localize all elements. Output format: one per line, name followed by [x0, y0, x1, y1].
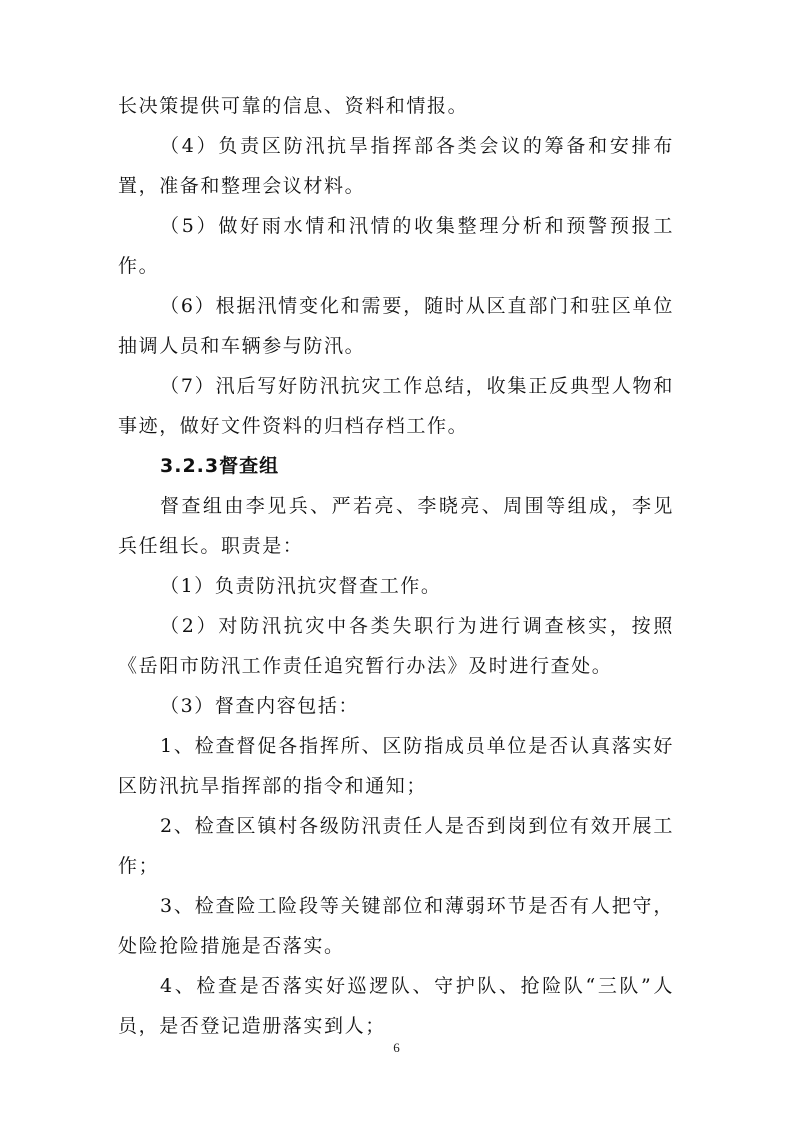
paragraph-11: 1、检查督促各指挥所、区防指成员单位是否认真落实好区防汛抗旱指挥部的指令和通知；	[118, 735, 674, 797]
section-heading: 3.2.3督查组	[160, 455, 280, 477]
paragraph-14: 4、检查是否落实好巡逻队、守护队、抢险队“三队”人员，是否登记造册落实到人；	[118, 975, 674, 1037]
paragraph-10: （3）督查内容包括：	[160, 695, 360, 717]
paragraph-5: （7）汛后写好防汛抗灾工作总结，收集正反典型人物和事迹，做好文件资料的归档存档工作。	[118, 375, 674, 437]
document-body	[118, 86, 674, 1046]
paragraph-4: （6）根据汛情变化和需要，随时从区直部门和驻区单位抽调人员和车辆参与防汛。	[118, 295, 674, 357]
page-number: 6	[393, 1040, 400, 1055]
paragraph-2: （4）负责区防汛抗旱指挥部各类会议的筹备和安排布置，准备和整理会议材料。	[118, 135, 674, 197]
paragraph-13: 3、检查险工险段等关键部位和薄弱环节是否有人把守，处险抢险措施是否落实。	[118, 895, 674, 957]
paragraph-3: （5）做好雨水情和汛情的收集整理分析和预警预报工作。	[118, 215, 674, 277]
paragraph-8: （1）负责防汛抗灾督查工作。	[160, 575, 442, 597]
paragraph-9: （2）对防汛抗灾中各类失职行为进行调查核实，按照《岳阳市防汛工作责任追究暂行办法》及时进行查处。	[118, 615, 674, 677]
paragraph-12: 2、检查区镇村各级防汛责任人是否到岗到位有效开展工作；	[118, 815, 674, 877]
paragraph-1: 长决策提供可靠的信息、资料和情报。	[118, 95, 469, 117]
paragraph-7: 督查组由李见兵、严若亮、李晓亮、周围等组成，李见兵任组长。职责是：	[118, 495, 674, 557]
